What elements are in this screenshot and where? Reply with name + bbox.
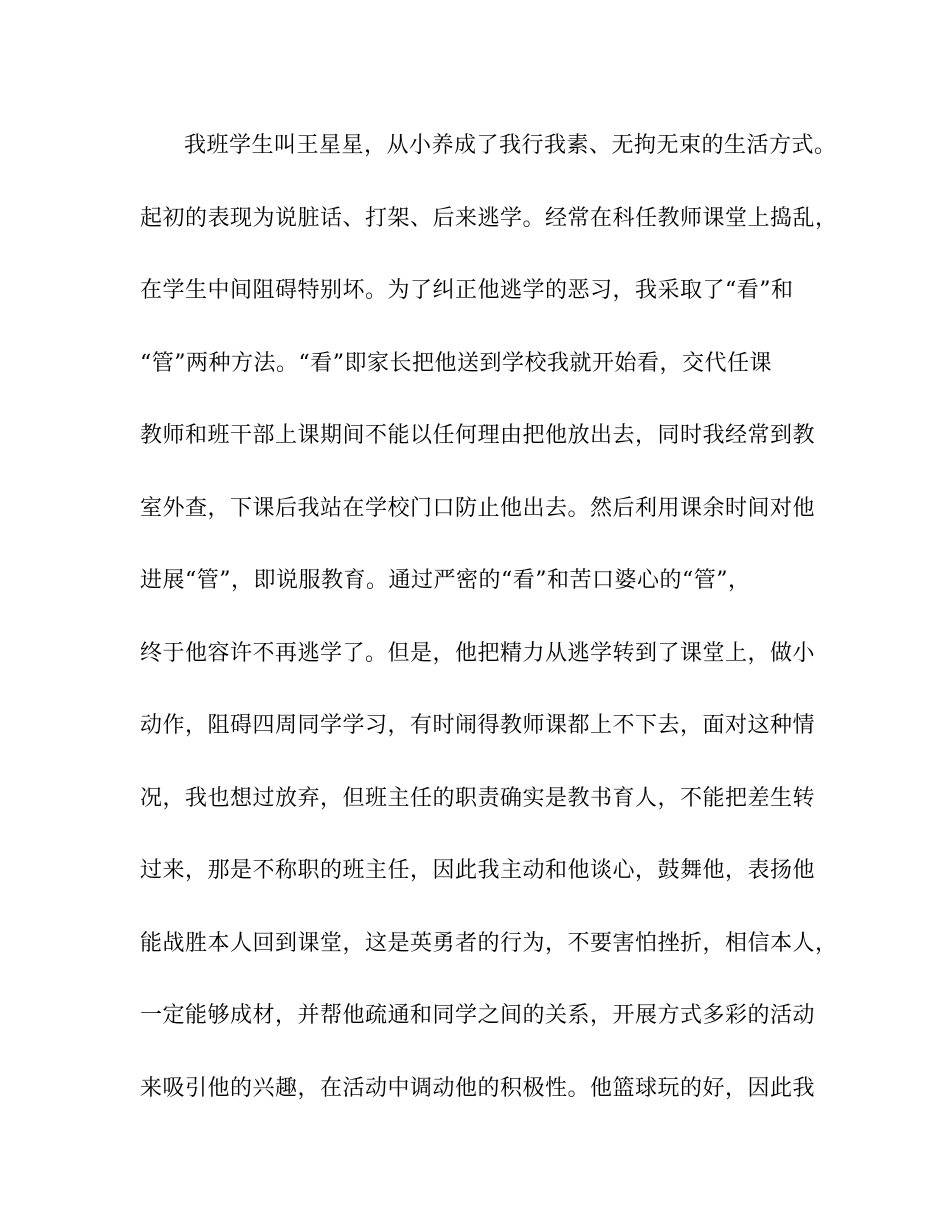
paragraph-line: 起初的表现为说脏话、打架、后来逃学。经常在科任教师课堂上捣乱，	[140, 205, 838, 231]
paragraph-line: 室外查，下课后我站在学校门口防止他出去。然后利用课余时间对他	[140, 495, 816, 521]
paragraph-line: 在学生中间阻碍特别坏。为了纠正他逃学的恶习，我采取了“看”和	[140, 278, 794, 303]
paragraph-line: 动作，阻碍四周同学学习，有时闹得教师课都上不下去，面对这种情	[140, 713, 816, 738]
paragraph-line: 我班学生叫王星星，从小养成了我行我素、无拘无束的生活方式。	[184, 133, 837, 158]
paragraph-line: 教师和班干部上课期间不能以任何理由把他放出去，同时我经常到教	[140, 423, 816, 448]
paragraph-line: 终于他容许不再逃学了。但是，他把精力从逃学转到了课堂上，做小	[140, 640, 816, 666]
paragraph-line: 一定能够成材，并帮他疏通和同学之间的关系，开展方式多彩的活动	[140, 1003, 816, 1028]
paragraph-line: 进展“管”，即说服教育。通过严密的“看”和苦口婆心的“管”，	[140, 568, 751, 593]
paragraph-line: 来吸引他的兴趣，在活动中调动他的积极性。他篮球玩的好，因此我	[140, 1075, 816, 1101]
paragraph-line: “管”两种方法。“看”即家长把他送到学校我就开始看，交代任课	[140, 350, 772, 376]
paragraph-line: 过来，那是不称职的班主任，因此我主动和他谈心，鼓舞他，表扬他	[140, 858, 816, 883]
paragraph-line: 能战胜本人回到课堂，这是英勇者的行为，不要害怕挫折，相信本人，	[140, 930, 838, 956]
paragraph-line: 况，我也想过放弃，但班主任的职责确实是教书育人，不能把差生转	[140, 785, 816, 811]
body-paragraph	[140, 128, 838, 1143]
